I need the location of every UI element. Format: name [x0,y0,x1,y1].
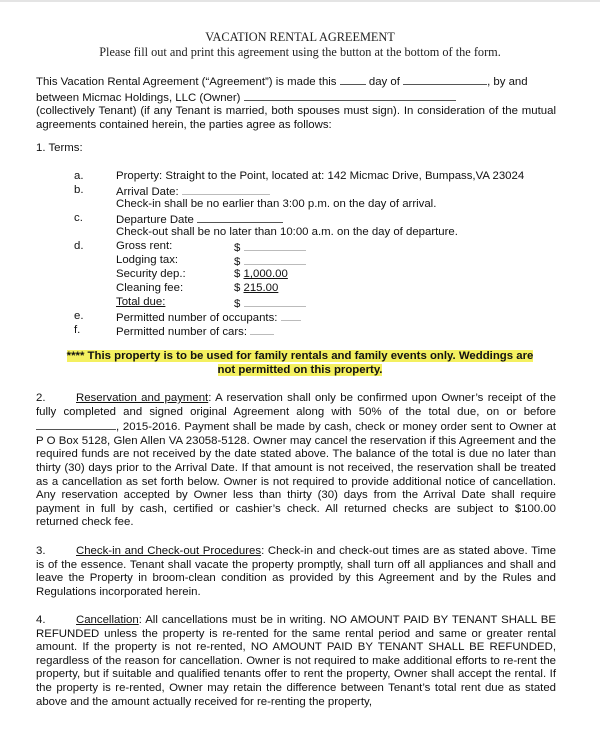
cleaning-fee-value: 215.00 [243,282,279,294]
term-label: Check-out shall be no later than 10:00 a.m. on the day of departure. [116,226,458,238]
term-letter: b. [74,184,84,196]
term-label: Check-in shall be no earlier than 3:00 p.m. on the day of arrival. [116,198,437,210]
intro-paragraph [36,74,556,132]
section-text: , 2015-2016. Payment shall be made by cash, check or money order sent to Owner at P O Box 5128, Glen Allen VA 23058-5128. Owner may cancel the reservation if this Agreement and the required funds are not received by the date stated above. The balance of the total is due no later than thirty (30) days prior to the Arrival Date. If that amount is not received, the reservation shall be treated as a cancellation as set forth below. Owner is not required to provide additional notice of cancellation. Any reservation accepted by Owner less than thirty (30) days from the Arrival Date shall require payment in full by cash, certified or cashier’s check. All returned checks are subject to $100.00 returned check fee. [36,421,556,529]
term-label: Permitted number of occupants: [116,312,278,324]
term-label: Security dep.: [116,268,186,280]
term-label: Gross rent: [116,240,173,252]
notice-line-2: not permitted on this property. [217,363,383,376]
intro-text-4: between Micmac Holdings, LLC (Owner) [36,91,241,104]
intro-text-1: This Vacation Rental Agreement (“Agreement”) is made this [36,76,337,88]
lodging-tax-blank[interactable] [244,254,306,265]
gross-rent-blank[interactable] [244,240,306,251]
departure-date-blank[interactable] [197,212,283,223]
intro-text-5: (collectively Tenant) (if any Tenant is married, both spouses must sign). In consideration of the mutual agreements contained herein, the parties agree as follows: [36,105,556,131]
amount-field[interactable] [234,282,278,296]
section-number: 2. [36,392,46,404]
dollar-sign: $ [234,298,241,310]
section-title: Check-in and Check-out Procedures [76,545,262,557]
document-title: VACATION RENTAL AGREEMENT [205,30,395,44]
arrival-date-blank[interactable] [182,184,270,195]
document-subtitle: Please fill out and print this agreement using the button at the bottom of the form. [99,45,501,59]
term-label: Permitted number of cars: [116,326,248,338]
family-use-notice [36,350,564,377]
term-label: Total due: [116,296,166,308]
intro-text-3: , by and [487,76,528,88]
section-title: Reservation and payment [76,392,209,404]
dollar-sign: $ [234,242,241,254]
amount-field[interactable] [234,268,288,282]
deposit-date-blank[interactable] [36,419,116,430]
section-text: : A reservation shall only be confirmed upon Owner’s receipt of the fully completed and signed original Agreement along with 50% of the total due, on or before [36,392,556,418]
document-header [0,30,600,60]
dollar-sign: $ [234,256,241,268]
total-due-blank[interactable] [244,296,306,307]
section-text: : All cancellations must be in writing. NO AMOUNT PAID BY TENANT SHALL BE REFUNDED unless the property is re-rented for the same rental period and same or greater rental amount. If the property is not re-rented, NO AMOUNT PAID BY TENANT SHALL BE REFUNDED, regardless of the reason for cancellation. Owner is not required to make additional efforts to re-rent the property, but if suitable and qualified tenants offer to rent the property, Owner shall accept the rental. If the property is re-rented, Owner may retain the difference between Tenant’s total rent due as stated above and the amount actually received for re-renting the property, [36,614,556,708]
term-label: Cleaning fee: [116,282,184,294]
term-letter: f. [74,324,81,336]
section-cancellation [36,614,556,709]
term-label: Departure Date [116,214,194,226]
section-number: 3. [36,545,46,557]
section-text: : Check-in and check-out times are as stated above. Time is of the essence. Tenant shall vacate the property promptly, shall turn off all appliances and shall and leave the Property in broom-clean condition as provided by this Agreement and by the Rules and Regulations incorporated herein. [36,545,556,598]
day-blank[interactable] [340,74,366,85]
terms-heading: 1. Terms: [36,142,83,154]
term-letter: d. [74,240,84,252]
term-label-wrap [116,324,274,340]
term-letter: a. [74,170,84,182]
section-number: 4. [36,614,46,626]
cars-blank[interactable] [250,324,274,335]
notice-line-1: **** This property is to be used for family rentals and family events only. Weddings are [66,350,534,362]
security-deposit-value: 1,000.00 [243,268,288,280]
term-label: Property: Straight to the Point, located at: 142 Micmac Drive, Bumpass,VA 23024 [116,170,525,182]
section-reservation [36,392,556,530]
term-label: Arrival Date: [116,186,179,198]
intro-text-2: day of [368,76,400,88]
term-label: Lodging tax: [116,254,179,266]
term-letter: e. [74,310,84,322]
tenant-name-blank[interactable] [244,90,456,101]
month-blank[interactable] [403,74,487,85]
dollar-sign: $ [234,268,241,280]
dollar-sign: $ [234,282,241,294]
section-checkin [36,545,556,599]
occupants-blank[interactable] [281,310,301,321]
section-title: Cancellation [76,614,139,626]
term-letter: c. [74,212,83,224]
